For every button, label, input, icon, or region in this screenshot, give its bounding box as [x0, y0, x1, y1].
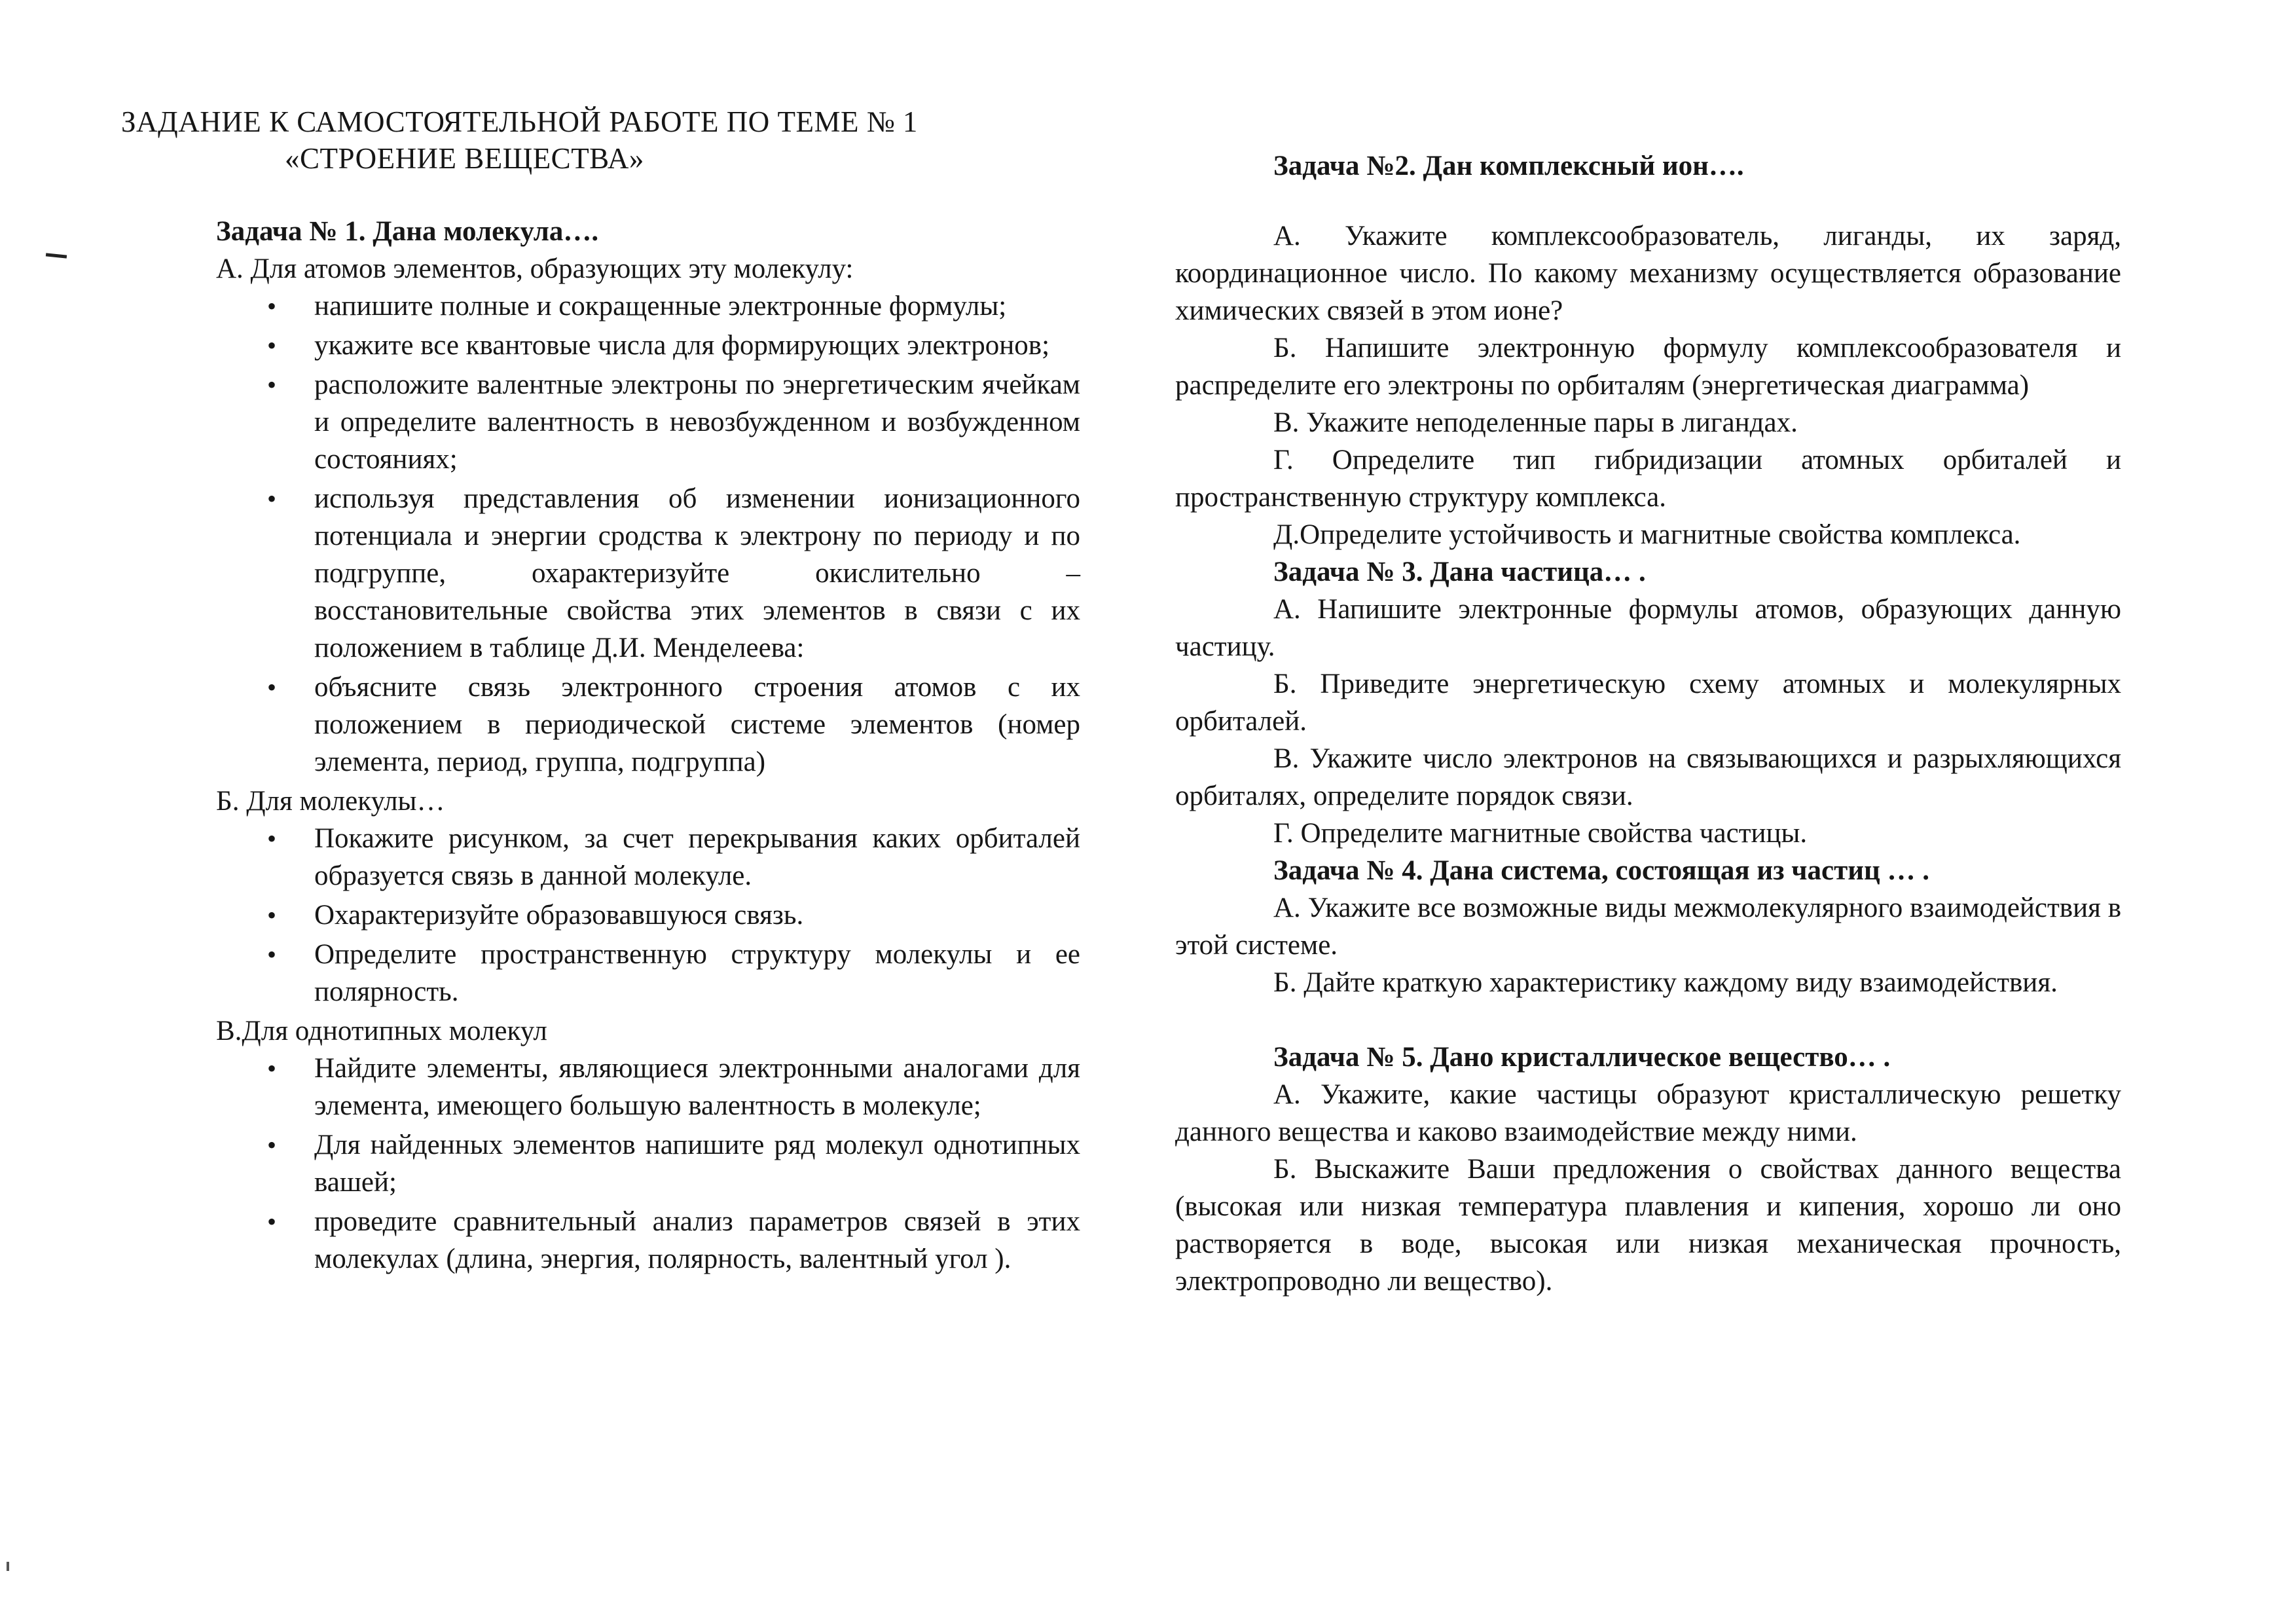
task5-title: Задача № 5. Дано кристаллическое вещество… .: [1273, 1042, 1891, 1073]
bullet-icon: •: [267, 940, 277, 969]
bullet-icon: •: [267, 484, 277, 513]
task5-item-a: А. Укажите, какие частицы образуют кристаллическую решетку данного вещества и каково взаимодействие между ними.: [1175, 1079, 2121, 1147]
left-column: [216, 213, 1080, 1280]
task2-item-a: А. Укажите комплексообразователь, лиганды, их заряд, координационное число. По какому механизму осуществляется образование химических связей в этом ионе?: [1175, 221, 2121, 326]
list-item: • Определите пространственную структуру молекулы и ее полярность.: [216, 936, 1080, 1010]
task1-section-a: А. Для атомов элементов, образующих эту молекулу:: [216, 253, 854, 284]
list-item: • Найдите элементы, являющиеся электронными аналогами для элемента, имеющего большую валентность в молекуле;: [216, 1050, 1080, 1124]
list-item: • проведите сравнительный анализ параметров связей в этих молекулах (длина, энергия, полярность, валентный угол ).: [216, 1203, 1080, 1278]
task4-item-a: А. Укажите все возможные виды межмолекулярного взаимодействия в этой системе.: [1175, 893, 2121, 961]
task4-title: Задача № 4. Дана система, состоящая из частиц … .: [1273, 855, 1929, 886]
list-item: • расположите валентные электроны по энергетическим ячейкам и определите валентность в невозбужденном и возбужденном состояниях;: [216, 366, 1080, 478]
task2-title: Задача №2. Дан комплексный ион….: [1273, 151, 1744, 181]
list-item: • Покажите рисунком, за счет перекрывания каких орбиталей образуется связь в данной молекуле.: [216, 820, 1080, 895]
list-item: • объясните связь электронного строения атомов с их положением в периодической системе элементов (номер элемента, период, группа, подгруппа): [216, 669, 1080, 781]
document-header: [121, 103, 1038, 177]
bullet-icon: •: [267, 331, 277, 360]
task3-item-b: Б. Приведите энергетическую схему атомных и молекулярных орбиталей.: [1175, 669, 2121, 737]
task4-item-b: Б. Дайте краткую характеристику каждому виду взаимодействия.: [1273, 967, 2058, 998]
task2-item-d: Д.Определите устойчивость и магнитные свойства комплекса.: [1273, 519, 2021, 550]
task1-section-a-list: [216, 287, 1080, 781]
task1-section-b: Б. Для молекулы…: [216, 786, 445, 817]
list-item: • укажите все квантовые числа для формирующих электронов;: [216, 327, 1080, 364]
list-item: • Охарактеризуйте образовавшуюся связь.: [216, 896, 1080, 934]
list-item: • напишите полные и сокращенные электронные формулы;: [216, 287, 1080, 325]
scan-artifact-mark: [46, 253, 67, 258]
scan-artifact-mark-small: [7, 1562, 9, 1571]
task3-item-g: Г. Определите магнитные свойства частицы.: [1273, 818, 1808, 849]
bullet-icon: •: [267, 291, 277, 321]
task1-section-b-list: [216, 820, 1080, 1010]
list-item: • Для найденных элементов напишите ряд молекул однотипных вашей;: [216, 1126, 1080, 1201]
bullet-icon: •: [267, 1054, 277, 1083]
list-item: • используя представления об изменении ионизационного потенциала и энергии сродства к электрону по периоду и по подгруппе, охарактеризуйте окислительно – восстановительные свойства этих элементов в связи с их положением в таблице Д.И. Менделеева:: [216, 480, 1080, 667]
header-title-line2: «СТРОЕНИЕ ВЕЩЕСТВА»: [285, 142, 644, 175]
bullet-icon: •: [267, 900, 277, 930]
bullet-icon: •: [267, 824, 277, 853]
right-column: [1175, 147, 2121, 1300]
bullet-icon: •: [267, 1130, 277, 1160]
task5-item-b: Б. Выскажите Ваши предложения о свойствах данного вещества (высокая или низкая температура плавления и кипения, хорошо ли оно растворяется в воде, высокая или низкая механическая прочность, электропроводно ли вещество).: [1175, 1154, 2121, 1297]
task3-item-v: В. Укажите число электронов на связывающихся и разрыхляющихся орбиталях, определите порядок связи.: [1175, 743, 2121, 811]
task1-section-v-list: [216, 1050, 1080, 1278]
task2-item-b: Б. Напишите электронную формулу комплексообразователя и распределите его электроны по орбиталям (энергетическая диаграмма): [1175, 333, 2121, 401]
task3-item-a: А. Напишите электронные формулы атомов, образующих данную частицу.: [1175, 594, 2121, 662]
task1-title: Задача № 1. Дана молекула….: [216, 216, 599, 247]
bullet-icon: •: [267, 1207, 277, 1236]
bullet-icon: •: [267, 673, 277, 702]
bullet-icon: •: [267, 370, 277, 399]
header-title-line1: ЗАДАНИЕ К САМОСТОЯТЕЛЬНОЙ РАБОТЕ ПО ТЕМЕ № 1: [121, 105, 918, 138]
task1-section-v: В.Для однотипных молекул: [216, 1016, 547, 1046]
task2-item-g: Г. Определите тип гибридизации атомных орбиталей и пространственную структуру комплекса.: [1175, 445, 2121, 513]
task3-title: Задача № 3. Дана частица… .: [1273, 557, 1646, 587]
task2-item-v: В. Укажите неподеленные пары в лигандах.: [1273, 407, 1798, 438]
